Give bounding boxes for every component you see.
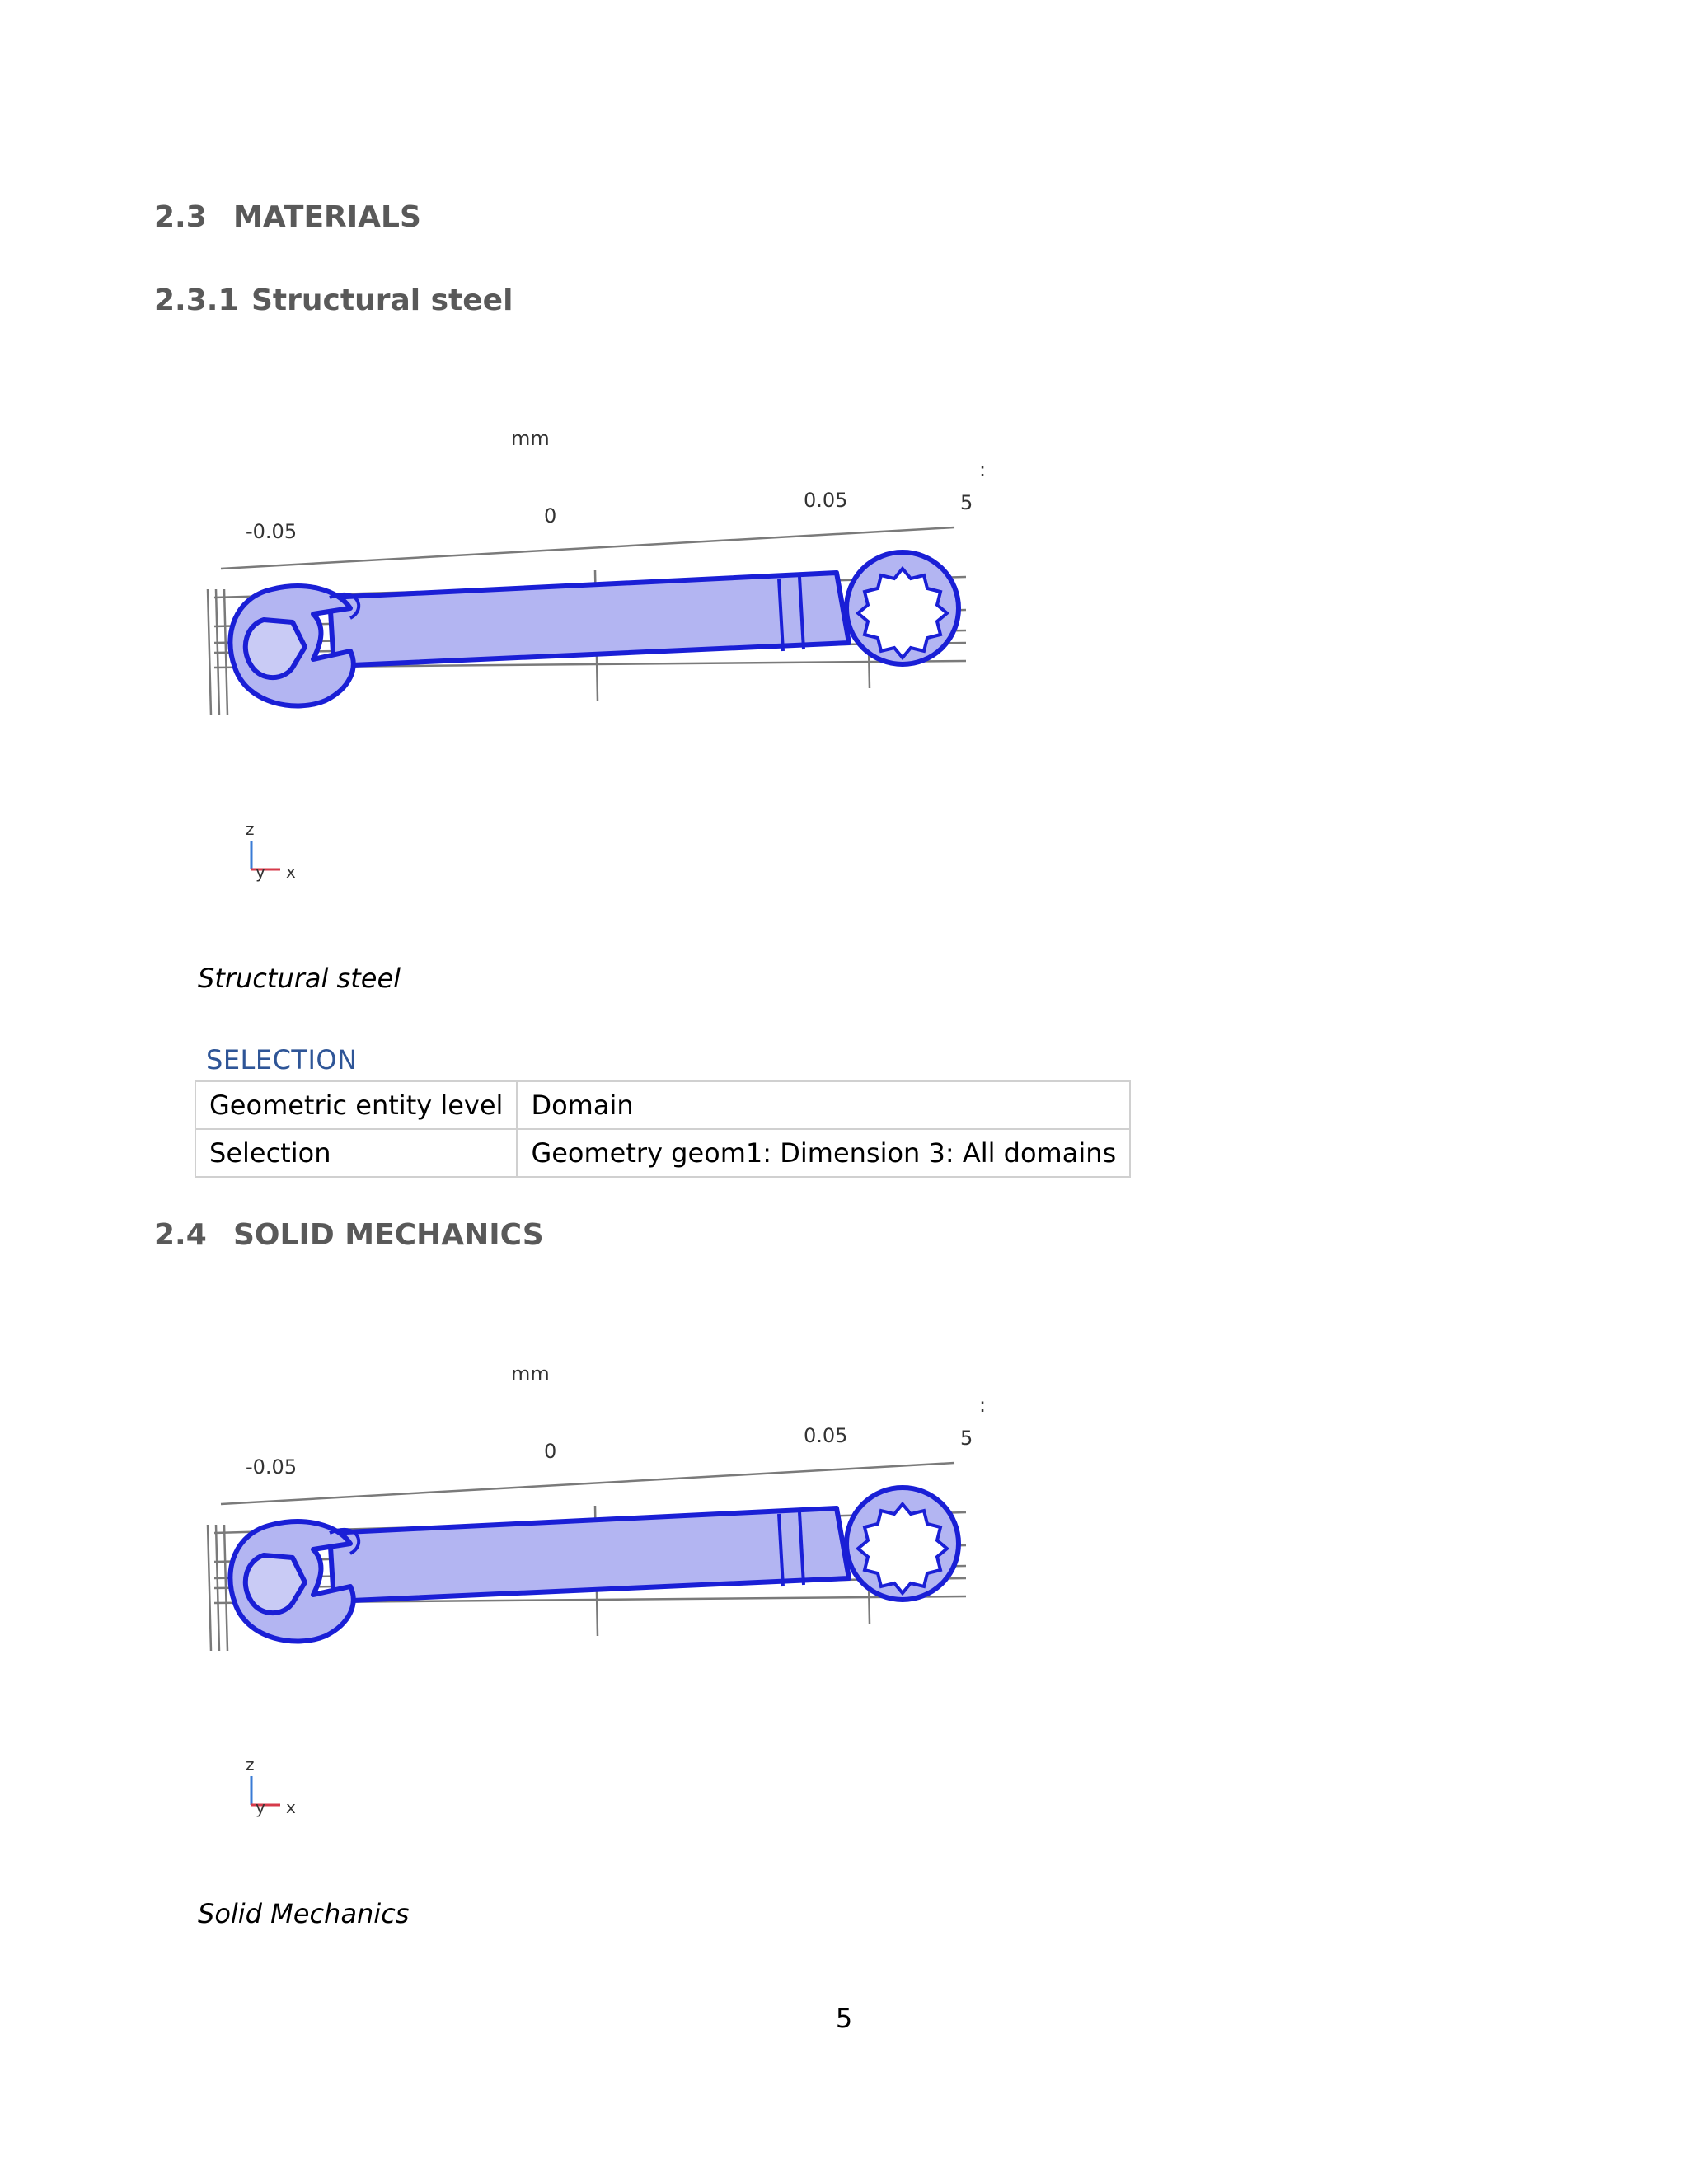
triad-z-label: z [246,819,255,839]
tick-label: -0.05 [246,520,298,543]
section-number: 2.3 [154,200,207,234]
triad-y-label: y [256,862,265,882]
figure-solid-mechanics [190,1356,1014,1850]
tick-label: 0 [544,1440,557,1463]
wrench-geometry-plot [190,420,1014,915]
section-number: 2.4 [154,1218,207,1252]
tick-label: -0.05 [246,1455,298,1479]
selection-table [195,1080,1131,1178]
triad-y-label: y [256,1797,265,1817]
table-row [195,1081,1130,1129]
figure-structural-steel [190,420,1014,915]
table-cell-value: Geometry geom1: Dimension 3: All domains [517,1129,1130,1177]
section-number: 2.3.1 [154,284,239,317]
wrench-geometry-plot [190,1356,1014,1850]
tick-label: 0.05 [804,489,848,512]
triad-x-label: x [286,862,296,882]
table-row [195,1129,1130,1177]
tick-label: 5 [960,1427,973,1450]
table-cell-value: Domain [517,1081,1130,1129]
axis-triad [246,819,296,882]
table-cell-key: Geometric entity level [195,1081,517,1129]
section-heading-structural-steel [154,284,513,317]
unit-label: mm [511,1362,550,1385]
table-cell-key: Selection [195,1129,517,1177]
triad-x-label: x [286,1797,296,1817]
axis-mark: : [979,1394,987,1417]
section-title: MATERIALS [233,200,421,234]
section-heading-solid-mechanics [154,1218,544,1252]
section-title: SOLID MECHANICS [233,1218,544,1252]
axis-triad [246,1755,296,1817]
figure-caption: Structural steel [198,963,401,994]
axis-mark: : [979,458,987,481]
tick-label: 5 [960,491,973,514]
tick-label: 0 [544,504,557,527]
page-number: 5 [835,2003,853,2034]
section-heading-materials [154,200,421,234]
tick-label: 0.05 [804,1424,848,1447]
figure-caption: Solid Mechanics [198,1898,410,1929]
section-title: Structural steel [251,284,513,317]
selection-label: SELECTION [206,1044,358,1076]
unit-label: mm [511,427,550,450]
triad-z-label: z [246,1755,255,1774]
